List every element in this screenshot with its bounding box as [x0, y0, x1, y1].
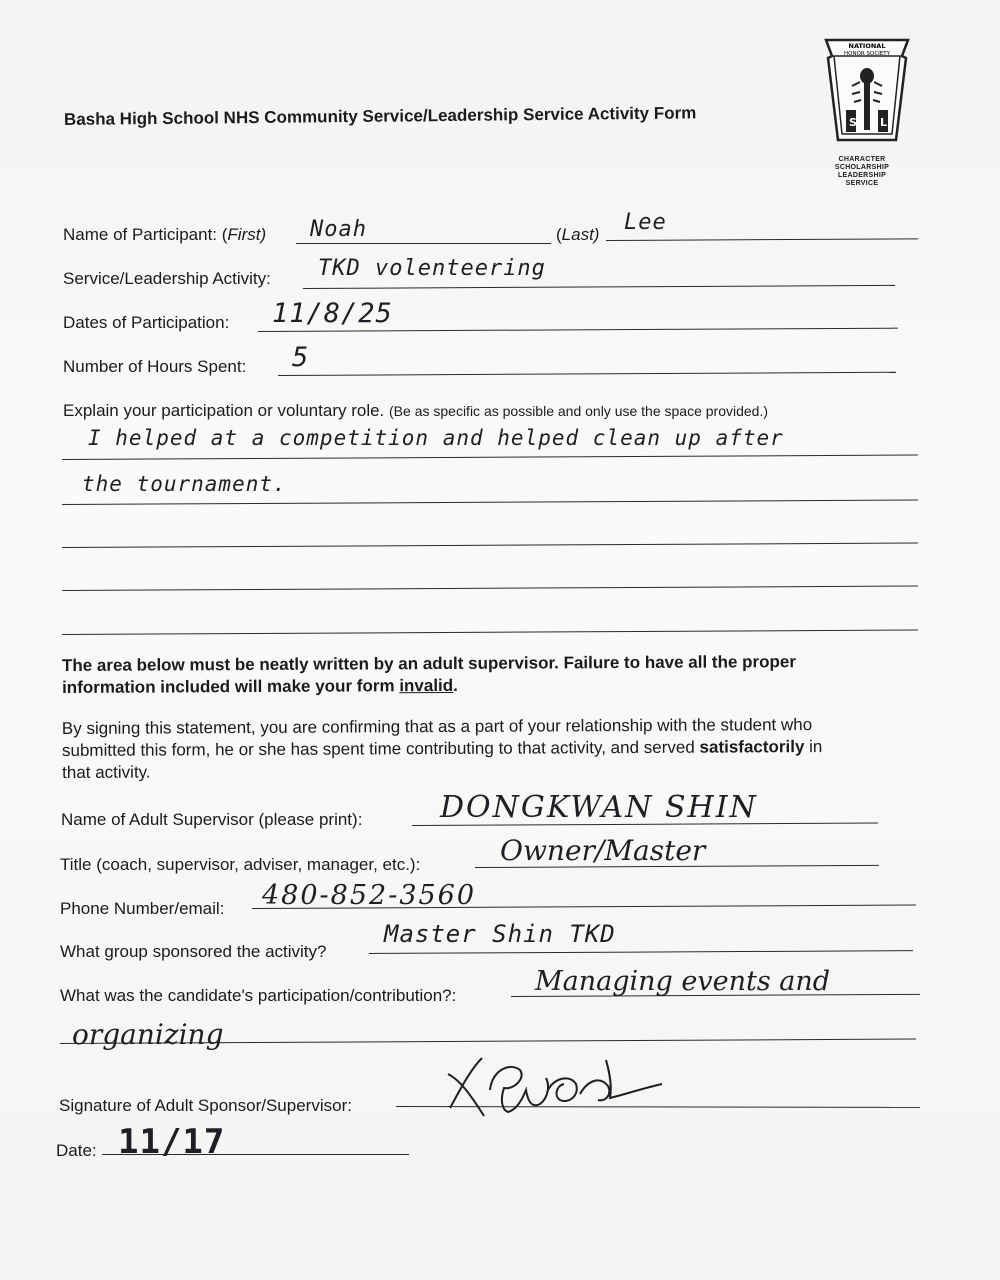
dates-label: Dates of Participation:: [63, 313, 230, 332]
supervisor-title-value[interactable]: Owner/Master: [500, 834, 706, 867]
explain-line-1: [62, 455, 918, 460]
contribution-label: What was the candidate's participation/contribution?:: [60, 986, 457, 1005]
logo-top-text2: HONOR SOCIETY: [844, 51, 890, 57]
hours-label: Number of Hours Spent:: [63, 357, 247, 376]
dates-value[interactable]: 11/8/25: [272, 298, 393, 329]
group-value[interactable]: Master Shin TKD: [384, 920, 616, 948]
supervisor-title-label: Title (coach, supervisor, adviser, manager, etc.):: [60, 855, 421, 874]
last-name-value[interactable]: Lee: [624, 210, 667, 235]
first-name-value[interactable]: Noah: [310, 217, 367, 242]
explain-label: Explain your participation or voluntary role. (Be as specific as possible and only use the space provided.): [63, 401, 769, 420]
contribution-line-2-value[interactable]: organizing: [72, 1018, 224, 1051]
explain-line-4: [62, 586, 918, 591]
supervisor-name-label: Name of Adult Supervisor (please print):: [61, 810, 363, 829]
activity-value[interactable]: TKD volenteering: [318, 256, 546, 281]
activity-label: Service/Leadership Activity:: [63, 269, 271, 288]
contribution-line-1-value[interactable]: Managing events and: [535, 966, 831, 997]
participant-name-label: Name of Participant: (First): [63, 225, 267, 244]
signature-label: Signature of Adult Sponsor/Supervisor:: [59, 1096, 352, 1115]
first-name-line: [296, 243, 551, 244]
explain-line-2: [62, 500, 918, 505]
supervisor-statement: By signing this statement, you are confirming that as a part of your relationship with the student who submitted this form, he or she has spent time contributing to that activity, and served satisfactorily in that activity.: [61, 715, 823, 782]
explain-line-1-value[interactable]: I helped at a competition and helped clean up after: [88, 426, 784, 450]
date-value[interactable]: 11/17: [118, 1122, 226, 1162]
supervisor-name-value[interactable]: DONGKWAN SHIN: [440, 790, 758, 825]
explain-line-5: [62, 630, 918, 635]
form-title: Basha High School NHS Community Service/Leadership Service Activity Form: [63, 103, 697, 129]
last-name-label: (Last): [556, 225, 600, 244]
signature-drawing[interactable]: [430, 1050, 670, 1120]
logo-tagline: CHARACTER SCHOLARSHIP LEADERSHIP SERVICE: [834, 156, 890, 187]
group-label: What group sponsored the activity?: [60, 942, 327, 961]
svg-text:L: L: [880, 116, 888, 129]
svg-text:S: S: [849, 116, 857, 129]
phone-value[interactable]: 480-852-3560: [262, 880, 477, 911]
supervisor-warning: The area below must be neatly written by an adult supervisor. Failure to have all the proper information included will make your form invalid.: [61, 652, 797, 697]
hours-line: [278, 372, 896, 376]
date-label: Date:: [56, 1141, 97, 1160]
last-name-line: [606, 238, 918, 241]
hours-value[interactable]: 5: [292, 342, 310, 373]
group-line: [369, 950, 913, 954]
explain-line-3: [62, 543, 918, 548]
explain-line-2-value[interactable]: the tournament.: [82, 472, 287, 496]
phone-label: Phone Number/email:: [60, 899, 225, 918]
activity-line: [303, 285, 895, 289]
logo-top-text: NATIONAL: [848, 42, 886, 50]
